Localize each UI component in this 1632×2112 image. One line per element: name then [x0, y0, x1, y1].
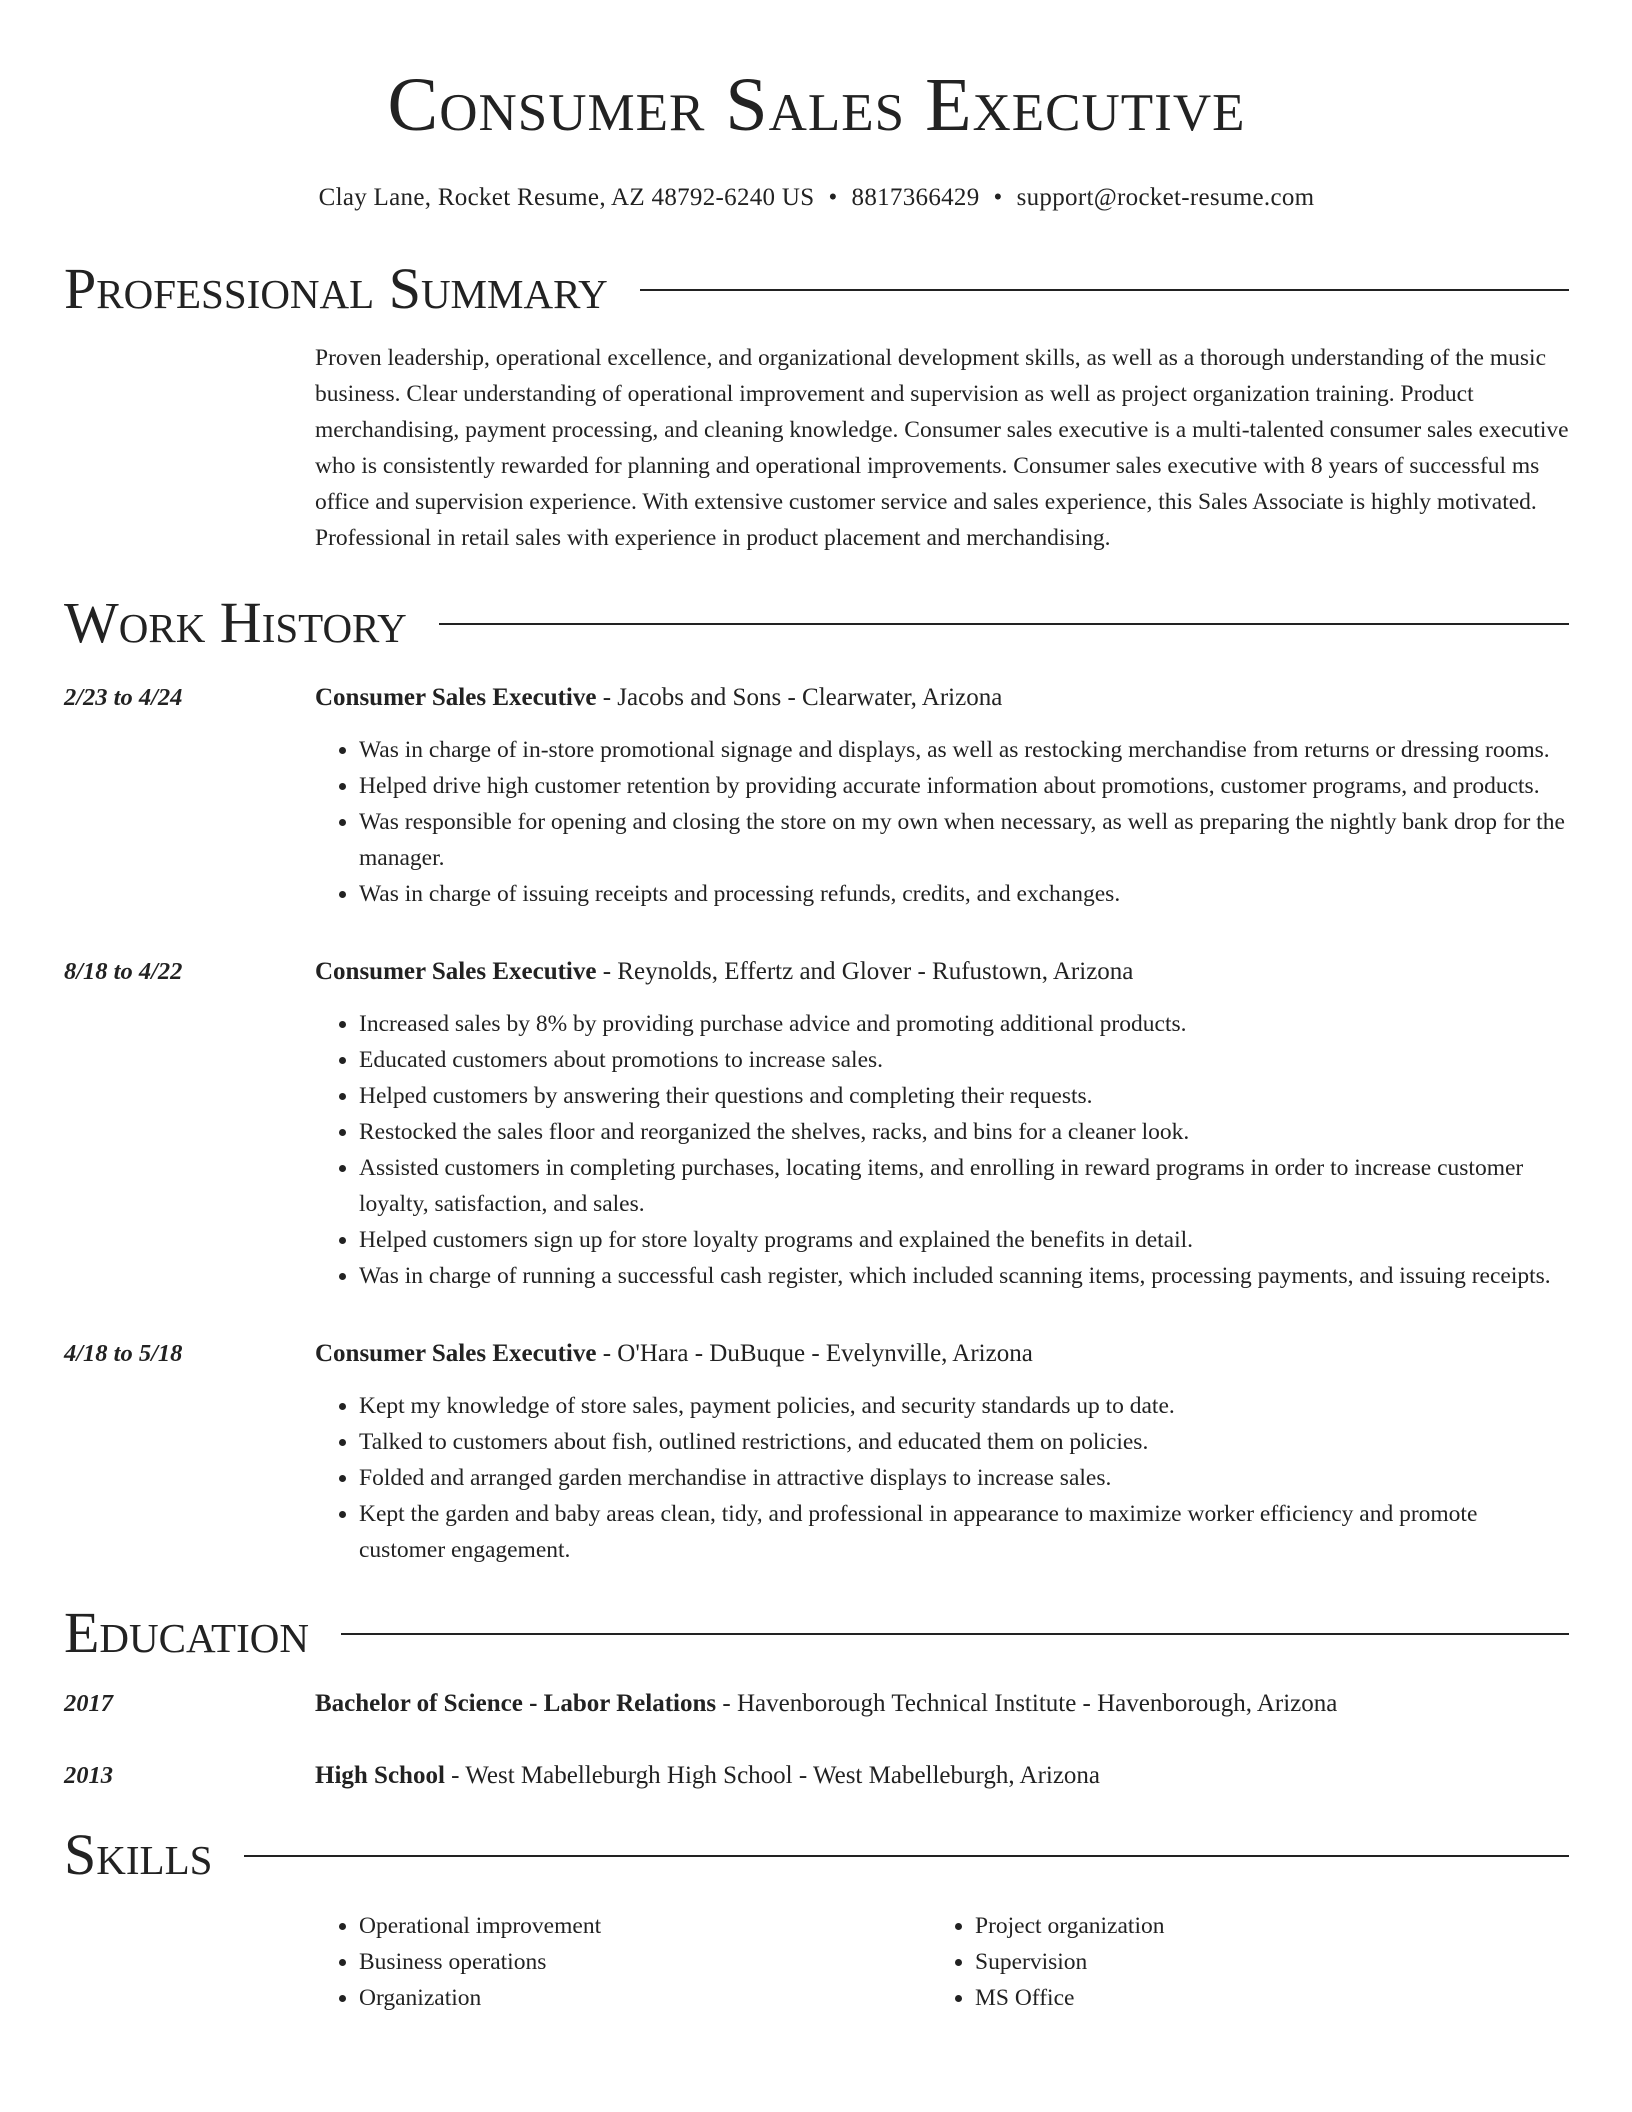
job-bullet: • Kept my knowledge of store sales, payment policies, and security standards up to date. [359, 1388, 1569, 1424]
resume-page [64, 0, 1569, 2016]
education-year: 2017 [64, 1690, 113, 1717]
education-entry-body [315, 1686, 1569, 1722]
contact-email: support@rocket-resume.com [1016, 184, 1315, 211]
education-entry-body [315, 1758, 1569, 1794]
job-bullet: • Educated customers about promotions to increase sales. [359, 1042, 1569, 1078]
work-entry-body [315, 1336, 1569, 1568]
summary-heading: Professional Summary [64, 256, 608, 321]
education-section-header [64, 1602, 1569, 1664]
summary-section-header [64, 258, 1569, 320]
work-dates: 4/18 to 5/18 [64, 1340, 183, 1367]
skills-columns [315, 1908, 1569, 2016]
job-employer-location: - Reynolds, Effertz and Glover - Rufustown, Arizona [596, 958, 1134, 985]
contact-separator: • [993, 184, 1003, 211]
degree: High School [315, 1762, 445, 1789]
job-bullet: • Assisted customers in completing purchases, locating items, and enrolling in reward programs in order to increase customer loyalty, satisfaction, and sales. [359, 1150, 1569, 1222]
job-bullet: • Talked to customers about fish, outlined restrictions, and educated them on policies. [359, 1424, 1569, 1460]
skill-item: • Business operations [359, 1944, 931, 1980]
job-bullet: • Helped drive high customer retention by providing accurate information about promotions, customer programs, and products. [359, 768, 1569, 804]
education-entry [64, 1686, 1569, 1722]
work-entry-body [315, 680, 1569, 912]
contact-address: Clay Lane, Rocket Resume, AZ 48792-6240 US [318, 184, 815, 211]
contact-separator: • [828, 184, 838, 211]
skills-list-right [931, 1908, 1547, 2016]
work-heading: Work History [64, 590, 407, 655]
summary-text: Proven leadership, operational excellence, and organizational development skills, as well as a thorough understanding of the music business. Clear understanding of operational improvement and supervision as well as project organization training. Product merchandising, payment processing, and cleaning knowledge. Consumer sales executive is a multi-talented consumer sales executive who is consistently rewarded for planning and operational improvements. Consumer sales executive with 8 years of successful ms office and supervision experience. With extensive customer service and sales experience, this Sales Associate is highly motivated. Professional in retail sales with experience in product placement and merchandising. [315, 345, 1569, 551]
work-dates: 8/18 to 4/22 [64, 958, 183, 985]
job-bullet: • Helped customers sign up for store loyalty programs and explained the benefits in detail. [359, 1222, 1569, 1258]
work-entry [64, 1336, 1569, 1568]
skill-item: • Organization [359, 1980, 931, 2016]
education-list [64, 1686, 1569, 1794]
job-title: Consumer Sales Executive [315, 958, 597, 985]
job-bullet: • Kept the garden and baby areas clean, tidy, and professional in appearance to maximize worker efficiency and promote customer engagement. [359, 1496, 1569, 1568]
section-divider [341, 1633, 1569, 1635]
job-bullet: • Was in charge of issuing receipts and processing refunds, credits, and exchanges. [359, 876, 1569, 912]
work-history-list [64, 680, 1569, 1568]
degree: Bachelor of Science - Labor Relations [315, 1690, 717, 1717]
section-divider [439, 623, 1569, 625]
job-employer-location: - Jacobs and Sons - Clearwater, Arizona [596, 684, 1003, 711]
work-dates: 2/23 to 4/24 [64, 684, 183, 711]
job-bullet: • Was responsible for opening and closing the store on my own when necessary, as well as preparing the nightly bank drop for the manager. [359, 804, 1569, 876]
job-bullet: • Restocked the sales floor and reorganized the shelves, racks, and bins for a cleaner look. [359, 1114, 1569, 1150]
work-entry [64, 954, 1569, 1294]
education-year: 2013 [64, 1762, 113, 1789]
section-divider [244, 1855, 1569, 1857]
job-bullet-list [315, 1006, 1569, 1294]
contact-phone: 8817366429 [851, 184, 980, 211]
skills-section-header [64, 1824, 1569, 1886]
section-divider [640, 289, 1569, 291]
job-employer-location: - O'Hara - DuBuque - Evelynville, Arizona [596, 1340, 1033, 1367]
job-bullet-list [315, 1388, 1569, 1568]
skill-item: • Project organization [975, 1908, 1547, 1944]
work-entry-body [315, 954, 1569, 1294]
skills-list-left [315, 1908, 931, 2016]
job-bullet: • Was in charge of running a successful cash register, which included scanning items, processing payments, and issuing receipts. [359, 1258, 1569, 1294]
education-title-line [315, 1758, 1569, 1794]
education-entry [64, 1758, 1569, 1794]
job-bullet: • Was in charge of in-store promotional signage and displays, as well as restocking merchandise from returns or dressing rooms. [359, 732, 1569, 768]
work-entry [64, 680, 1569, 912]
education-heading: Education [64, 1600, 309, 1665]
skill-item: • Supervision [975, 1944, 1547, 1980]
skill-item: • Operational improvement [359, 1908, 931, 1944]
school-location: - Havenborough Technical Institute - Havenborough, Arizona [716, 1690, 1338, 1717]
job-bullet: • Helped customers by answering their questions and completing their requests. [359, 1078, 1569, 1114]
education-title-line [315, 1686, 1569, 1722]
work-title-line [315, 680, 1569, 716]
work-title-line [315, 1336, 1569, 1372]
work-section-header [64, 592, 1569, 654]
skill-item: • MS Office [975, 1980, 1547, 2016]
contact-line [64, 184, 1569, 212]
job-bullet-list [315, 732, 1569, 912]
job-title: Consumer Sales Executive [315, 1340, 597, 1367]
job-bullet: • Increased sales by 8% by providing purchase advice and promoting additional products. [359, 1006, 1569, 1042]
job-title: Consumer Sales Executive [315, 684, 597, 711]
school-location: - West Mabelleburgh High School - West Mabelleburgh, Arizona [444, 1762, 1101, 1789]
skills-heading: Skills [64, 1822, 213, 1887]
job-bullet: • Folded and arranged garden merchandise in attractive displays to increase sales. [359, 1460, 1569, 1496]
work-title-line [315, 954, 1569, 990]
candidate-name: Consumer Sales Executive [387, 63, 1246, 147]
